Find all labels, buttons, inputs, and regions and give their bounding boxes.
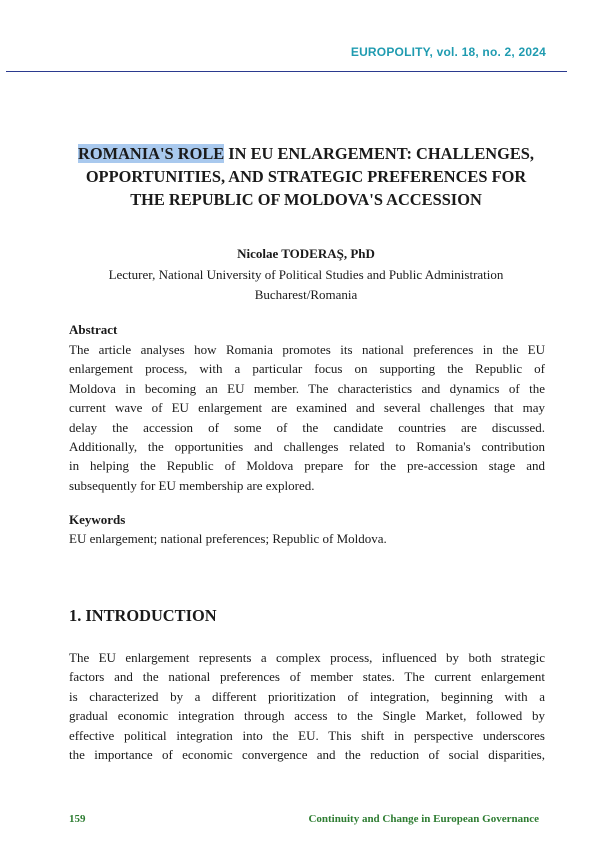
body-line: is characterized by a different prioritization of integration, beginning with a (69, 688, 545, 704)
section-heading-introduction: 1. INTRODUCTION (69, 606, 217, 625)
abstract-line: enlargement process, with a particular focus on supporting the Republic of (69, 361, 545, 377)
abstract-line: delay the accession of some of the candidate countries are discussed. (69, 419, 545, 435)
title-line-1-rest: IN EU ENLARGEMENT: CHALLENGES, (224, 144, 534, 163)
footer-series-title: Continuity and Change in European Governance (308, 813, 539, 825)
body-line: gradual economic integration through access to the Single Market, followed by (69, 708, 545, 724)
introduction-text (69, 648, 545, 764)
journal-header: EUROPOLITY, vol. 18, no. 2, 2024 (350, 45, 546, 59)
abstract-line: subsequently for EU membership are explored. (69, 477, 315, 493)
author-affiliation (0, 265, 612, 305)
abstract-line: in helping the Republic of Moldova prepare for the pre-accession stage and (69, 458, 545, 474)
author-name: Nicolae TODERAŞ, PhD (237, 246, 375, 261)
affiliation-line: Lecturer, National University of Political Studies and Public Administration (108, 267, 504, 282)
abstract-line: The article analyses how Romania promotes its national preferences in the EU (69, 342, 545, 357)
abstract-line: current wave of EU enlargement are examined and several challenges that may (69, 400, 545, 416)
body-line: effective political integration into the EU. This shift in perspective underscores (69, 727, 545, 743)
body-line: The EU enlargement represents a complex process, influenced by both strategic (69, 650, 545, 665)
abstract-line: Moldova in becoming an EU member. The characteristics and dynamics of the (69, 380, 545, 396)
body-line: factors and the national preferences of member states. The current enlargement (69, 669, 545, 685)
abstract-heading: Abstract (69, 322, 118, 337)
keywords-heading: Keywords (69, 512, 126, 527)
header-divider (6, 71, 567, 72)
title-line-2: OPPORTUNITIES, AND STRATEGIC PREFERENCES FOR (85, 167, 527, 186)
title-highlighted-text[interactable]: ROMANIA'S ROLE (78, 144, 225, 163)
article-title (60, 142, 552, 211)
page-number: 159 (69, 813, 86, 825)
affiliation-line: Bucharest/Romania (254, 287, 358, 302)
abstract-line: Additionally, the opportunities and challenges related to Romania's contribution (69, 439, 545, 455)
keywords-text: EU enlargement; national preferences; Republic of Moldova. (69, 531, 387, 546)
title-line-1 (60, 142, 552, 165)
title-line-3: THE REPUBLIC OF MOLDOVA'S ACCESSION (130, 190, 482, 209)
abstract-text (69, 340, 545, 495)
body-line: the importance of economic convergence and the reduction of social disparities, (69, 747, 545, 763)
